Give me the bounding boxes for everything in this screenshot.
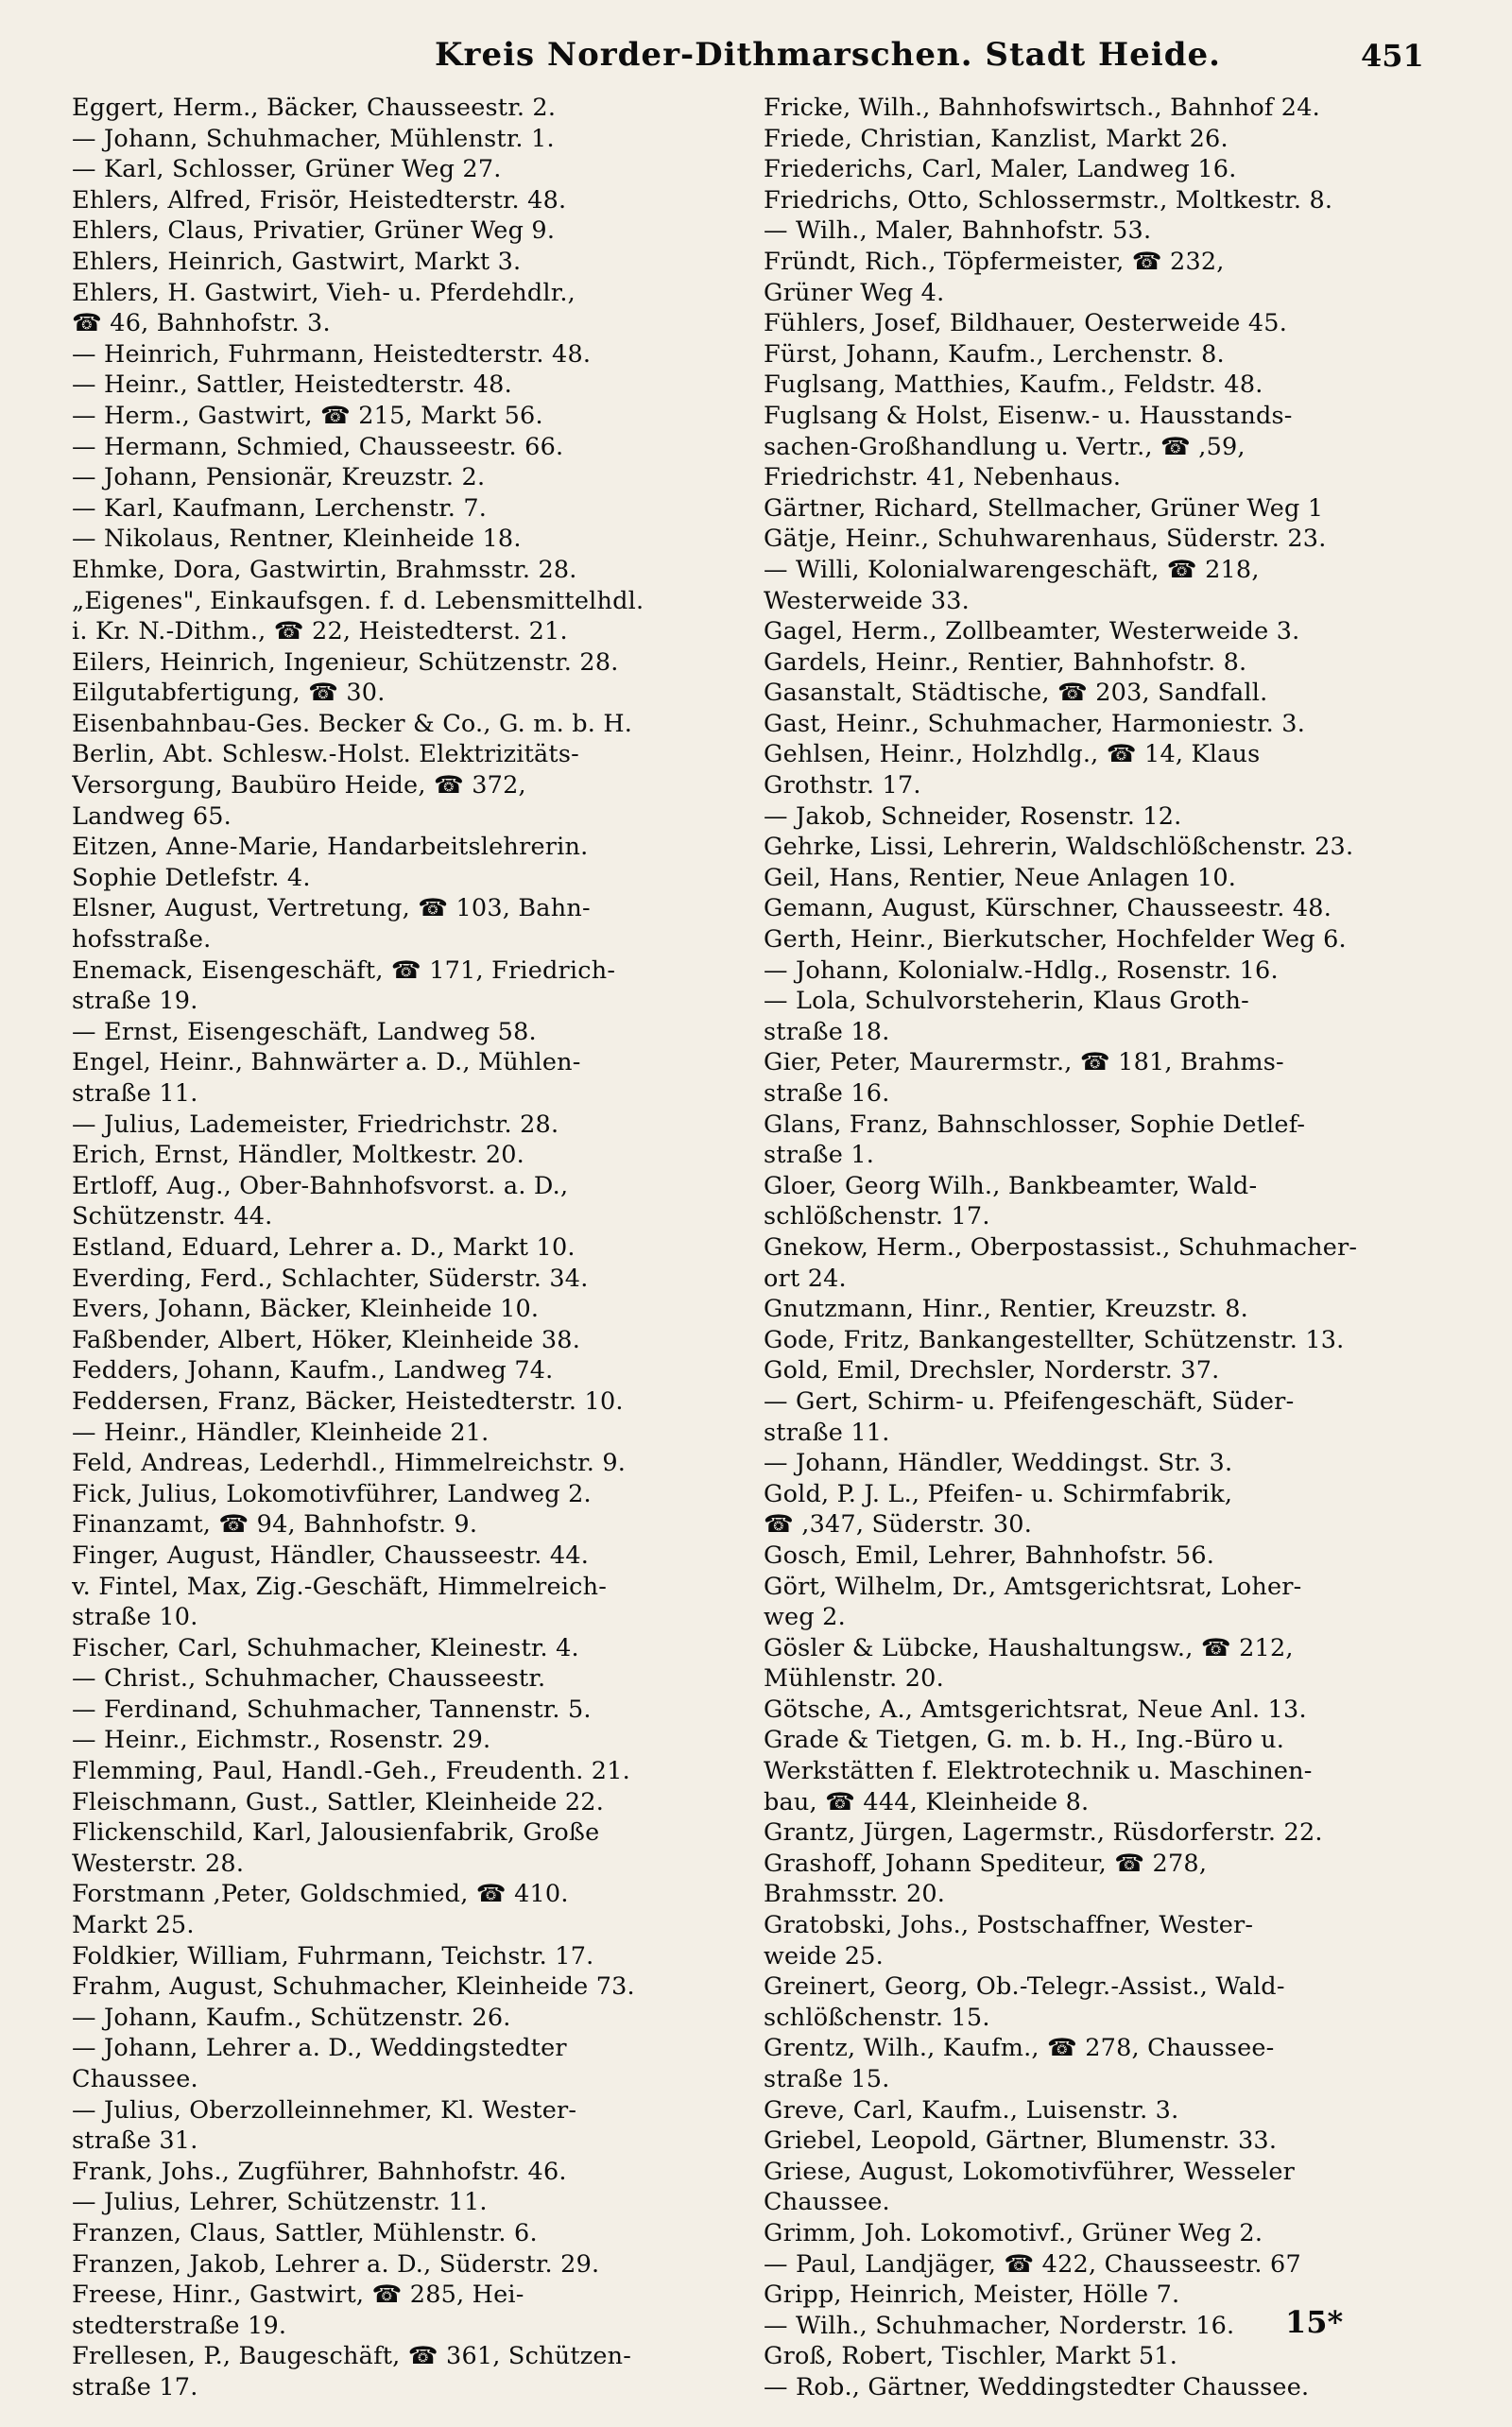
directory-entry-line: Foldkier, William, Fuhrmann, Teichstr. 17.: [72, 1941, 594, 1971]
directory-entry-line: Gasanstalt, Städtische, ☎ 203, Sandfall.: [764, 679, 1268, 708]
directory-entry-line: Griebel, Leopold, Gärtner, Blumenstr. 33.: [764, 2126, 1278, 2156]
directory-entry-line: Ehlers, Alfred, Frisör, Heistedterstr. 48.: [72, 185, 567, 215]
directory-entry-line: — Heinr., Eichmstr., Rosenstr. 29.: [72, 1726, 491, 1755]
directory-entry-line: Fürst, Johann, Kaufm., Lerchenstr. 8.: [764, 339, 1225, 369]
directory-entry-line: Versorgung, Baubüro Heide, ☎ 372,: [72, 771, 526, 800]
directory-entry-line: Gemann, August, Kürschner, Chausseestr. 48.: [764, 894, 1332, 923]
directory-entry-line: — Paul, Landjäger, ☎ 422, Chausseestr. 67: [764, 2249, 1301, 2279]
directory-entry-line: straße 31.: [72, 2126, 198, 2156]
directory-entry-line: Gnutzmann, Hinr., Rentier, Kreuzstr. 8.: [764, 1295, 1248, 1324]
directory-entry-line: Greinert, Georg, Ob.-Telegr.-Assist., Wald-: [764, 1972, 1285, 2002]
directory-entry-line: Markt 25.: [72, 1911, 195, 1940]
page-header: [0, 36, 1512, 93]
directory-entry-line: — Christ., Schuhmacher, Chausseestr.: [72, 1664, 546, 1694]
directory-entry-line: Gloer, Georg Wilh., Bankbeamter, Wald-: [764, 1171, 1258, 1200]
right-column: [764, 93, 1444, 2403]
directory-entry-line: Griese, August, Lokomotivführer, Wesseler: [764, 2157, 1296, 2186]
directory-entry-line: Gode, Fritz, Bankangestellter, Schützenstr. 13.: [764, 1325, 1345, 1354]
directory-entry-line: Friedrichstr. 41, Nebenhaus.: [764, 463, 1122, 492]
directory-entry-line: — Jakob, Schneider, Rosenstr. 12.: [764, 801, 1182, 831]
directory-entry-line: Westerweide 33.: [764, 586, 970, 615]
directory-entry-line: — Wilh., Schuhmacher, Norderstr. 16.: [764, 2311, 1235, 2340]
directory-entry-line: Estland, Eduard, Lehrer a. D., Markt 10.: [72, 1232, 576, 1262]
directory-entry-line: Eitzen, Anne-Marie, Handarbeitslehrerin.: [72, 833, 589, 862]
directory-entry-line: Grothstr. 17.: [764, 771, 921, 800]
directory-entry-line: straße 18.: [764, 1017, 890, 1046]
directory-entry-line: Gagel, Herm., Zollbeamter, Westerweide 3.: [764, 617, 1300, 646]
directory-entry-line: Franzen, Claus, Sattler, Mühlenstr. 6.: [72, 2218, 538, 2247]
directory-entry-line: schlößchenstr. 17.: [764, 1202, 990, 1231]
directory-entry-line: straße 15.: [764, 2065, 890, 2093]
directory-entry-line: Brahmsstr. 20.: [764, 1880, 946, 1909]
directory-entry-line: Sophie Detlefstr. 4.: [72, 863, 311, 892]
directory-entry-line: straße 19.: [72, 987, 198, 1016]
directory-entry-line: Berlin, Abt. Schlesw.-Holst. Elektrizitäts-: [72, 740, 579, 769]
directory-entry-line: Eisenbahnbau-Ges. Becker & Co., G. m. b. H.: [72, 709, 633, 738]
directory-entry-line: Gösler & Lübcke, Haushaltungsw., ☎ 212,: [764, 1633, 1294, 1662]
directory-entry-line: stedterstraße 19.: [72, 2311, 287, 2340]
directory-entry-line: straße 11.: [764, 1418, 890, 1447]
directory-entry-line: Gehlsen, Heinr., Holzhdlg., ☎ 14, Klaus: [764, 740, 1261, 769]
directory-entry-line: — Heinr., Händler, Kleinheide 21.: [72, 1418, 490, 1447]
directory-entry-line: Fuglsang, Matthies, Kaufm., Feldstr. 48.: [764, 370, 1263, 400]
directory-entry-line: Friedrichs, Otto, Schlossermstr., Moltkestr. 8.: [764, 185, 1333, 215]
directory-entry-line: Groß, Robert, Tischler, Markt 51.: [764, 2342, 1178, 2371]
directory-entry-line: Gosch, Emil, Lehrer, Bahnhofstr. 56.: [764, 1541, 1215, 1570]
directory-entry-line: Ehmke, Dora, Gastwirtin, Brahmsstr. 28.: [72, 555, 577, 584]
directory-entry-line: Ehlers, Heinrich, Gastwirt, Markt 3.: [72, 247, 522, 276]
directory-entry-line: v. Fintel, Max, Zig.-Geschäft, Himmelreich-: [72, 1572, 608, 1601]
directory-entry-line: Gratobski, Johs., Postschaffner, Wester-: [764, 1911, 1254, 1940]
directory-entry-line: Finanzamt, ☎ 94, Bahnhofstr. 9.: [72, 1510, 478, 1540]
directory-entry-line: Fuglsang & Holst, Eisenw.- u. Hausstands-: [764, 401, 1293, 430]
directory-entry-line: — Johann, Schuhmacher, Mühlenstr. 1.: [72, 124, 555, 153]
left-column: [72, 93, 752, 2403]
directory-entry-line: — Nikolaus, Rentner, Kleinheide 18.: [72, 525, 522, 554]
directory-entry-line: Finger, August, Händler, Chausseestr. 44.: [72, 1541, 590, 1570]
directory-entry-line: — Karl, Schlosser, Grüner Weg 27.: [72, 155, 502, 184]
directory-entry-line: Landweg 65.: [72, 801, 232, 831]
directory-entry-line: schlößchenstr. 15.: [764, 2003, 990, 2032]
directory-entry-line: Götsche, A., Amtsgerichtsrat, Neue Anl. 13.: [764, 1695, 1307, 1724]
directory-entry-line: Forstmann ,Peter, Goldschmied, ☎ 410.: [72, 1880, 569, 1909]
directory-entry-line: Gripp, Heinrich, Meister, Hölle 7.: [764, 2281, 1180, 2310]
directory-entry-line: Frank, Johs., Zugführer, Bahnhofstr. 46.: [72, 2157, 567, 2186]
directory-entry-line: Ertloff, Aug., Ober-Bahnhofsvorst. a. D.,: [72, 1171, 569, 1200]
directory-entry-line: Eggert, Herm., Bäcker, Chausseestr. 2.: [72, 94, 557, 122]
directory-entry-line: — Heinr., Sattler, Heistedterstr. 48.: [72, 370, 512, 400]
directory-entry-line: — Julius, Lademeister, Friedrichstr. 28.: [72, 1110, 559, 1139]
directory-entry-line: Everding, Ferd., Schlachter, Süderstr. 34.: [72, 1264, 589, 1293]
directory-entry-line: — Lola, Schulvorsteherin, Klaus Groth-: [764, 987, 1249, 1016]
directory-entry-line: Frellesen, P., Baugeschäft, ☎ 361, Schützen-: [72, 2342, 632, 2371]
directory-entry-line: Gerth, Heinr., Bierkutscher, Hochfelder Weg 6.: [764, 925, 1347, 955]
directory-entry-line: Grüner Weg 4.: [764, 278, 945, 307]
directory-entry-line: Erich, Ernst, Händler, Moltkestr. 20.: [72, 1141, 524, 1170]
directory-entry-line: Freese, Hinr., Gastwirt, ☎ 285, Hei-: [72, 2281, 524, 2310]
directory-entry-line: Faßbender, Albert, Höker, Kleinheide 38.: [72, 1325, 581, 1354]
directory-entry-line: Fick, Julius, Lokomotivführer, Landweg 2.: [72, 1479, 592, 1508]
directory-entry-line: Eilgutabfertigung, ☎ 30.: [72, 679, 386, 708]
directory-entry-line: Grantz, Jürgen, Lagermstr., Rüsdorferstr. 22.: [764, 1818, 1323, 1848]
directory-entry-line: Gnekow, Herm., Oberpostassist., Schuhmacher-: [764, 1232, 1358, 1262]
directory-entry-line: Chaussee.: [72, 2065, 198, 2093]
directory-entry-line: Grashoff, Johann Spediteur, ☎ 278,: [764, 1849, 1208, 1878]
directory-entry-line: — Johann, Händler, Weddingst. Str. 3.: [764, 1449, 1233, 1478]
directory-entry-line: Ehlers, Claus, Privatier, Grüner Weg 9.: [72, 216, 556, 246]
directory-entry-line: Ehlers, H. Gastwirt, Vieh- u. Pferdehdlr.,: [72, 278, 576, 307]
directory-entry-line: Schützenstr. 44.: [72, 1202, 273, 1231]
directory-entry-line: — Willi, Kolonialwarengeschäft, ☎ 218,: [764, 555, 1260, 584]
directory-entry-line: ☎ 46, Bahnhofstr. 3.: [72, 309, 331, 338]
signature-mark: 15*: [1285, 2304, 1344, 2340]
directory-entry-line: Gier, Peter, Maurermstr., ☎ 181, Brahms-: [764, 1048, 1284, 1077]
directory-entry-line: Gört, Wilhelm, Dr., Amtsgerichtsrat, Loher-: [764, 1572, 1302, 1601]
directory-entry-line: straße 16.: [764, 1079, 890, 1108]
directory-entry-line: Geil, Hans, Rentier, Neue Anlagen 10.: [764, 863, 1237, 892]
directory-entry-line: ort 24.: [764, 1264, 847, 1293]
directory-entry-line: — Julius, Lehrer, Schützenstr. 11.: [72, 2188, 488, 2217]
directory-entry-line: Enemack, Eisengeschäft, ☎ 171, Friedrich-: [72, 955, 616, 985]
directory-entry-line: — Ernst, Eisengeschäft, Landweg 58.: [72, 1017, 537, 1046]
directory-entry-line: — Hermann, Schmied, Chausseestr. 66.: [72, 432, 564, 461]
directory-entry-line: — Heinrich, Fuhrmann, Heistedterstr. 48.: [72, 339, 592, 369]
directory-entry-line: straße 1.: [764, 1141, 875, 1170]
directory-entry-line: Feld, Andreas, Lederhdl., Himmelreichstr. 9.: [72, 1449, 627, 1478]
directory-entry-line: Fedders, Johann, Kaufm., Landweg 74.: [72, 1356, 554, 1386]
directory-entry-line: weg 2.: [764, 1603, 846, 1632]
directory-entry-line: Gold, Emil, Drechsler, Norderstr. 37.: [764, 1356, 1220, 1386]
directory-entry-line: hofsstraße.: [72, 925, 212, 955]
directory-entry-line: Friede, Christian, Kanzlist, Markt 26.: [764, 124, 1228, 153]
directory-entry-line: Evers, Johann, Bäcker, Kleinheide 10.: [72, 1295, 540, 1324]
directory-entry-line: — Herm., Gastwirt, ☎ 215, Markt 56.: [72, 401, 543, 430]
directory-entry-line: Grimm, Joh. Lokomotivf., Grüner Weg 2.: [764, 2218, 1263, 2247]
directory-entry-line: Greve, Carl, Kaufm., Luisenstr. 3.: [764, 2095, 1179, 2125]
directory-entry-line: straße 10.: [72, 1603, 198, 1632]
directory-entry-line: — Johann, Kolonialw.-Hdlg., Rosenstr. 16.: [764, 955, 1279, 985]
directory-entry-line: Flickenschild, Karl, Jalousienfabrik, Große: [72, 1818, 600, 1848]
directory-entry-line: Fricke, Wilh., Bahnhofswirtsch., Bahnhof 24.: [764, 94, 1320, 122]
directory-entry-line: Fühlers, Josef, Bildhauer, Oesterweide 45.: [764, 309, 1288, 338]
directory-entry-line: Gehrke, Lissi, Lehrerin, Waldschlößchenstr. 23.: [764, 833, 1354, 862]
directory-entry-line: Frahm, August, Schuhmacher, Kleinheide 73.: [72, 1972, 635, 2002]
directory-entry-line: i. Kr. N.-Dithm., ☎ 22, Heistedterst. 21.: [72, 617, 568, 646]
directory-entry-line: — Johann, Lehrer a. D., Weddingstedter: [72, 2034, 567, 2063]
directory-entry-line: Engel, Heinr., Bahnwärter a. D., Mühlen-: [72, 1048, 581, 1077]
directory-entry-line: straße 17.: [72, 2372, 198, 2401]
directory-entry-line: — Johann, Kaufm., Schützenstr. 26.: [72, 2003, 511, 2032]
directory-entry-line: Friederichs, Carl, Maler, Landweg 16.: [764, 155, 1237, 184]
directory-entry-line: — Rob., Gärtner, Weddingstedter Chaussee.: [764, 2372, 1310, 2401]
directory-entry-line: Fleischmann, Gust., Sattler, Kleinheide 22.: [72, 1787, 605, 1816]
directory-entry-line: — Wilh., Maler, Bahnhofstr. 53.: [764, 216, 1152, 246]
directory-entry-line: Elsner, August, Vertretung, ☎ 103, Bahn-: [72, 894, 591, 923]
directory-entry-line: Gärtner, Richard, Stellmacher, Grüner Weg 1: [764, 493, 1324, 523]
directory-entry-line: Gold, P. J. L., Pfeifen- u. Schirmfabrik,: [764, 1479, 1233, 1508]
directory-entry-line: Fründt, Rich., Töpfermeister, ☎ 232,: [764, 247, 1225, 276]
directory-entry-line: „Eigenes", Einkaufsgen. f. d. Lebensmittelhdl.: [72, 586, 644, 615]
directory-entry-line: Fischer, Carl, Schuhmacher, Kleinestr. 4.: [72, 1633, 579, 1662]
directory-entry-line: — Johann, Pensionär, Kreuzstr. 2.: [72, 463, 486, 492]
directory-entry-line: ☎ ,347, Süderstr. 30.: [764, 1510, 1033, 1540]
directory-entry-line: — Karl, Kaufmann, Lerchenstr. 7.: [72, 493, 488, 523]
directory-entry-line: Eilers, Heinrich, Ingenieur, Schützenstr. 28.: [72, 647, 619, 677]
directory-entry-line: — Julius, Oberzolleinnehmer, Kl. Wester-: [72, 2095, 577, 2125]
page-title: Kreis Norder-Dithmarschen. Stadt Heide.: [435, 36, 1221, 74]
page-number: 451: [1361, 38, 1424, 74]
directory-entry-line: Mühlenstr. 20.: [764, 1664, 944, 1694]
directory-entry-line: Gast, Heinr., Schuhmacher, Harmoniestr. 3.: [764, 709, 1306, 738]
directory-entry-line: sachen-Großhandlung u. Vertr., ☎ ,59,: [764, 432, 1246, 461]
directory-entry-line: bau, ☎ 444, Kleinheide 8.: [764, 1787, 1090, 1816]
directory-entry-line: — Ferdinand, Schuhmacher, Tannenstr. 5.: [72, 1695, 592, 1724]
directory-entry-line: Werkstätten f. Elektrotechnik u. Maschinen-: [764, 1757, 1313, 1786]
directory-entry-line: Grentz, Wilh., Kaufm., ☎ 278, Chaussee-: [764, 2034, 1275, 2063]
directory-entry-line: Feddersen, Franz, Bäcker, Heistedterstr. 10.: [72, 1386, 624, 1416]
directory-entry-line: Flemming, Paul, Handl.-Geh., Freudenth. 21.: [72, 1757, 630, 1786]
directory-entry-line: Gardels, Heinr., Rentier, Bahnhofstr. 8.: [764, 647, 1247, 677]
directory-entry-line: Grade & Tietgen, G. m. b. H., Ing.-Büro u.: [764, 1726, 1285, 1755]
directory-entry-line: Westerstr. 28.: [72, 1849, 245, 1878]
directory-entry-line: Glans, Franz, Bahnschlosser, Sophie Detlef-: [764, 1110, 1306, 1139]
directory-entry-line: straße 11.: [72, 1079, 198, 1108]
directory-entry-line: Franzen, Jakob, Lehrer a. D., Süderstr. 29.: [72, 2249, 600, 2279]
directory-entry-line: weide 25.: [764, 1941, 884, 1971]
directory-entry-line: Chaussee.: [764, 2188, 890, 2217]
directory-entry-line: Gätje, Heinr., Schuhwarenhaus, Süderstr. 23.: [764, 525, 1327, 554]
directory-entry-line: — Gert, Schirm- u. Pfeifengeschäft, Süder-: [764, 1386, 1295, 1416]
